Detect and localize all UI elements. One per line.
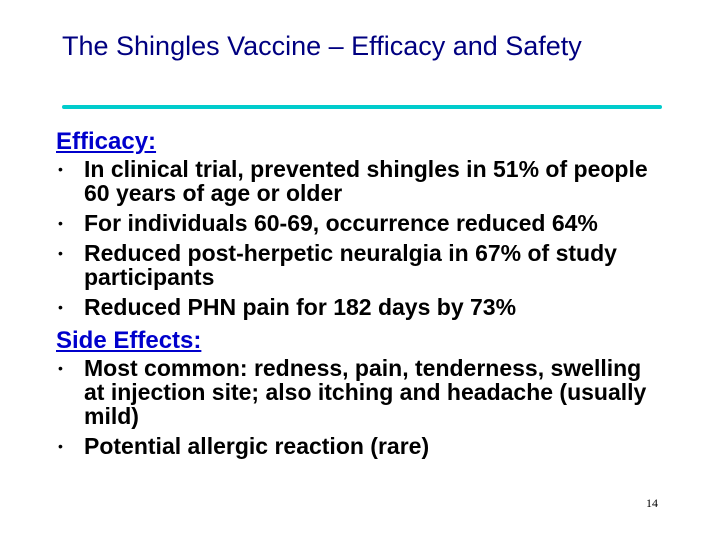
bullet-item [56, 241, 666, 289]
bullet-text: Most common: redness, pain, tenderness, swelling at injection site; also itching and headache (usually mild) [84, 355, 647, 429]
bullet-text: In clinical trial, prevented shingles in 51% of people 60 years of age or older [84, 156, 648, 206]
bullet-list-side-effects [56, 356, 666, 458]
bullet-item [56, 211, 666, 235]
bullet-list-efficacy [56, 157, 666, 319]
bullet-text: For individuals 60-69, occurrence reduced 64% [84, 210, 598, 236]
bullet-icon: • [58, 245, 63, 261]
section-heading-efficacy: Efficacy: [56, 128, 157, 155]
bullet-text: Reduced post-herpetic neuralgia in 67% of study participants [84, 240, 617, 290]
slide-title: The Shingles Vaccine – Efficacy and Safety [62, 31, 582, 61]
section-side-effects [56, 325, 666, 458]
section-heading-side-effects: Side Effects: [56, 327, 202, 354]
bullet-icon: • [58, 299, 63, 315]
bullet-item [56, 356, 666, 428]
bullet-icon: • [58, 438, 63, 454]
bullet-item [56, 295, 666, 319]
slide-content [56, 126, 666, 464]
section-efficacy [56, 126, 666, 319]
title-divider [62, 105, 662, 109]
bullet-text: Reduced PHN pain for 182 days by 73% [84, 294, 517, 320]
bullet-text: Potential allergic reaction (rare) [84, 433, 430, 459]
bullet-icon: • [58, 215, 63, 231]
bullet-item [56, 157, 666, 205]
bullet-icon: • [58, 360, 63, 376]
bullet-item [56, 434, 666, 458]
page-number: 14 [646, 496, 658, 510]
bullet-icon: • [58, 161, 63, 177]
